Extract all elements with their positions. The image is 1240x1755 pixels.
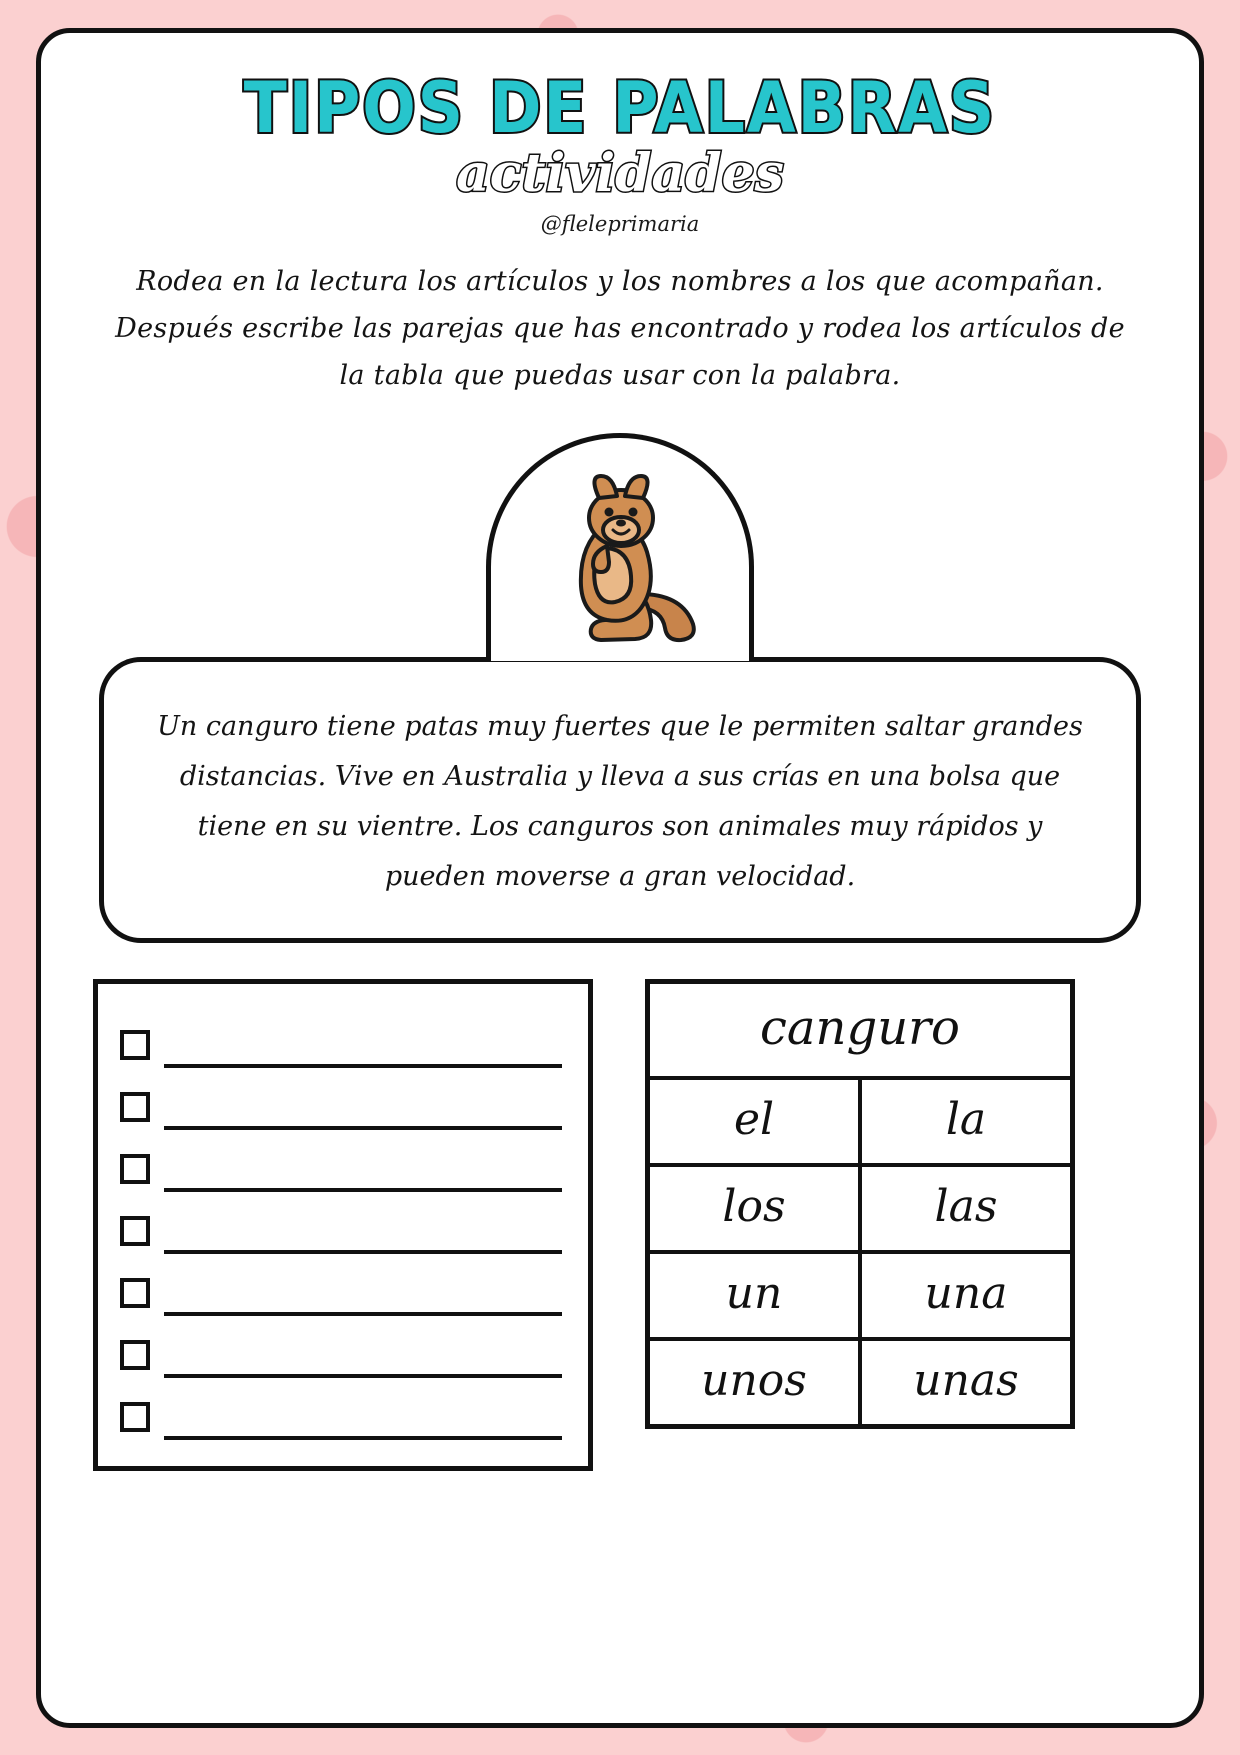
illustration-frame bbox=[486, 433, 754, 661]
instructions-text: Rodea en la lectura los artículos y los nombres a los que acompañan. Después escribe las parejas que has encontrado y rodea los artículos de la tabla que puedas usar con la palabra. bbox=[115, 265, 1125, 392]
page-title: TIPOS DE PALABRAS bbox=[243, 67, 997, 149]
reading-passage-box bbox=[99, 657, 1141, 943]
write-line-7[interactable] bbox=[164, 1374, 562, 1440]
article-cell-la[interactable]: la bbox=[860, 1078, 1073, 1165]
checkbox-4[interactable] bbox=[120, 1216, 150, 1246]
table-row bbox=[648, 1339, 1073, 1427]
author-handle: @fleleprimaria bbox=[540, 211, 700, 236]
article-cell-unas[interactable]: unas bbox=[860, 1339, 1073, 1427]
checkbox-1[interactable] bbox=[120, 1030, 150, 1060]
illustration-area bbox=[93, 433, 1147, 663]
article-cell-los[interactable]: los bbox=[648, 1165, 861, 1252]
list-item[interactable] bbox=[120, 1254, 562, 1316]
checkbox-6[interactable] bbox=[120, 1340, 150, 1370]
table-row bbox=[648, 1252, 1073, 1339]
articles-table bbox=[645, 979, 1075, 1429]
write-line-4[interactable] bbox=[164, 1188, 562, 1254]
checkbox-7[interactable] bbox=[120, 1402, 150, 1432]
article-cell-las[interactable]: las bbox=[860, 1165, 1073, 1252]
write-line-6[interactable] bbox=[164, 1312, 562, 1378]
article-cell-unos[interactable]: unos bbox=[648, 1339, 861, 1427]
page-subtitle: actividades bbox=[456, 143, 784, 204]
table-row bbox=[648, 982, 1073, 1079]
list-item[interactable] bbox=[120, 1378, 562, 1440]
write-line-2[interactable] bbox=[164, 1064, 562, 1130]
list-item[interactable] bbox=[120, 1006, 562, 1068]
write-line-1[interactable] bbox=[164, 1002, 562, 1068]
checkbox-5[interactable] bbox=[120, 1278, 150, 1308]
answer-lines-box bbox=[93, 979, 593, 1471]
kangaroo-icon bbox=[525, 474, 715, 653]
list-item[interactable] bbox=[120, 1130, 562, 1192]
write-line-3[interactable] bbox=[164, 1126, 562, 1192]
target-word-cell: canguro bbox=[648, 982, 1073, 1079]
checkbox-3[interactable] bbox=[120, 1154, 150, 1184]
checkbox-2[interactable] bbox=[120, 1092, 150, 1122]
worksheet-page bbox=[36, 28, 1204, 1728]
article-cell-una[interactable]: una bbox=[860, 1252, 1073, 1339]
list-item[interactable] bbox=[120, 1316, 562, 1378]
reading-passage-text: Un canguro tiene patas muy fuertes que le permiten saltar grandes distancias. Vive en Australia y lleva a sus crías en una bolsa que tiene en su vientre. Los canguros son animales muy rápidos y pueden moverse a gran velocidad. bbox=[157, 711, 1083, 893]
article-cell-un[interactable]: un bbox=[648, 1252, 861, 1339]
table-row bbox=[648, 1078, 1073, 1165]
write-line-5[interactable] bbox=[164, 1250, 562, 1316]
article-cell-el[interactable]: el bbox=[648, 1078, 861, 1165]
list-item[interactable] bbox=[120, 1068, 562, 1130]
activity-area bbox=[93, 979, 1147, 1471]
table-row bbox=[648, 1165, 1073, 1252]
list-item[interactable] bbox=[120, 1192, 562, 1254]
